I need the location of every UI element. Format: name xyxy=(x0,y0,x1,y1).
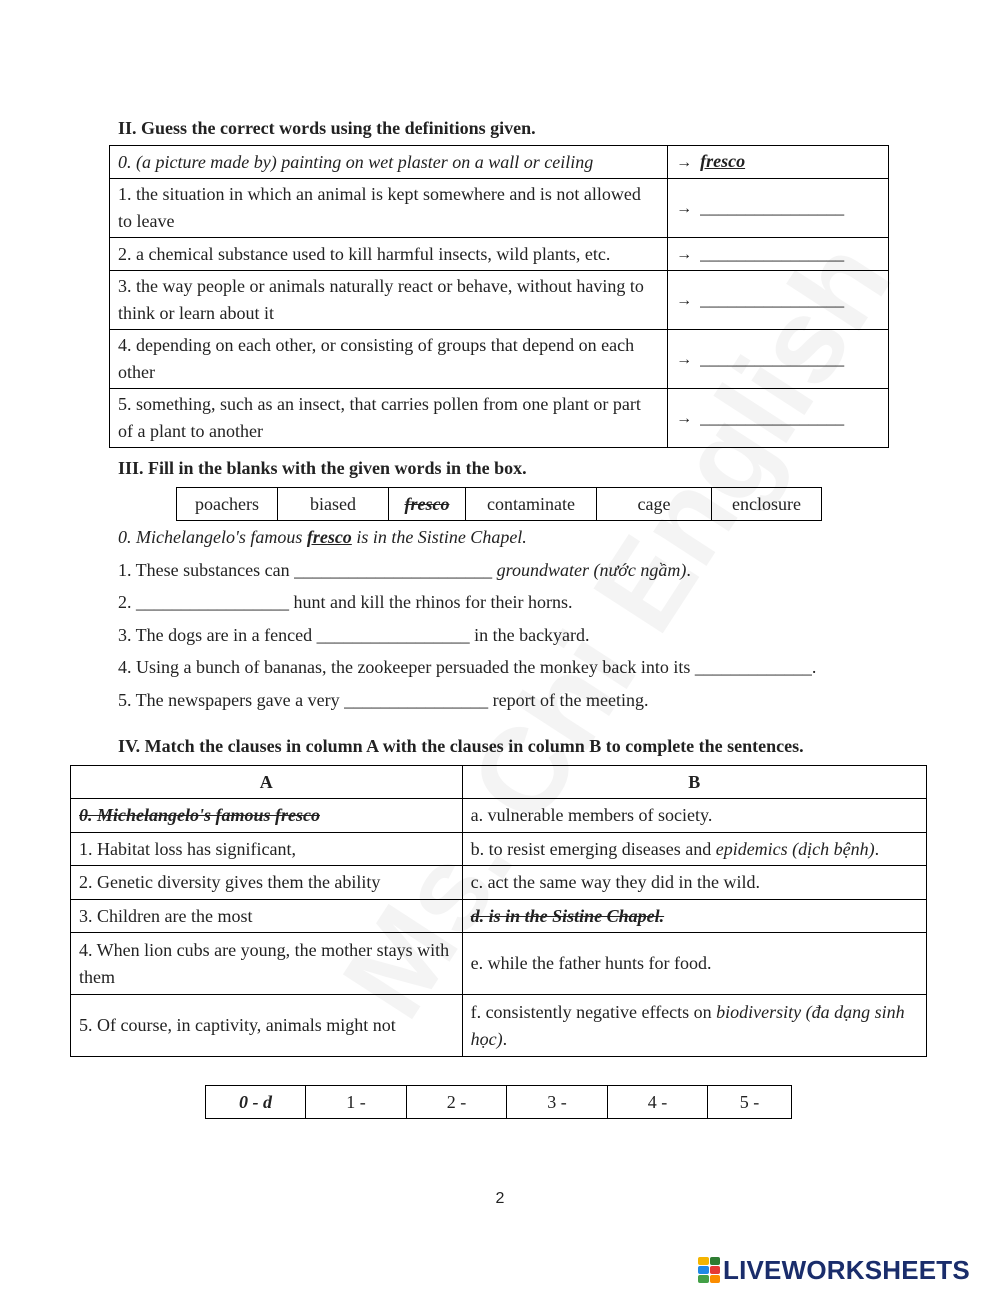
answer-cell xyxy=(668,146,889,179)
arrow-right-icon: → xyxy=(676,154,693,171)
word-box-item: cage xyxy=(597,488,712,521)
answer-blank[interactable]: ________________ xyxy=(700,197,845,217)
column-a-header: A xyxy=(71,766,463,799)
word-box xyxy=(176,487,822,521)
section-4-heading: IV. Match the clauses in column A with the clauses in column B to complete the sentences. xyxy=(118,736,804,756)
answer-key-table xyxy=(205,1085,792,1119)
page-number: 2 xyxy=(495,1190,505,1207)
clause-b: e. while the father hunts for food. xyxy=(462,933,926,995)
fill-sentence-1[interactable] xyxy=(118,558,691,582)
matching-table xyxy=(70,765,927,1057)
answer-cell[interactable] xyxy=(668,271,889,330)
answer-slot[interactable]: 5 - xyxy=(708,1086,792,1119)
liveworksheets-logo xyxy=(698,1255,970,1285)
answer-slot[interactable]: 3 - xyxy=(507,1086,608,1119)
definition-text: 0. (a picture made by) painting on wet plaster on a wall or ceiling xyxy=(110,146,668,179)
section-2-heading: II. Guess the correct words using the definitions given. xyxy=(118,118,536,138)
word-box-item: poachers xyxy=(177,488,278,521)
clause-text: . xyxy=(874,838,880,859)
definition-row xyxy=(110,389,889,448)
clause-a: 5. Of course, in captivity, animals might not xyxy=(71,995,463,1057)
answer-slot[interactable]: 1 - xyxy=(306,1086,407,1119)
sentence-gloss: groundwater (nước ngầm) xyxy=(496,560,687,580)
clause-a: 4. When lion cubs are young, the mother stays with them xyxy=(71,933,463,995)
example-answer: fresco xyxy=(306,527,352,547)
answer-blank[interactable]: ________________ xyxy=(700,243,845,263)
arrow-right-icon: → xyxy=(676,292,693,309)
clause-text: . xyxy=(502,1028,508,1049)
clause-b xyxy=(462,995,926,1057)
sentence-text: 0. Michelangelo's famous xyxy=(118,527,307,547)
fill-sentence-5[interactable]: 5. The newspapers gave a very ________________ report of the meeting. xyxy=(118,690,649,710)
definition-row xyxy=(110,146,889,179)
example-answer: fresco xyxy=(700,151,746,171)
fill-sentence-4[interactable]: 4. Using a bunch of bananas, the zookeeper persuaded the monkey back into its _____________. xyxy=(118,657,817,677)
word-box-item: enclosure xyxy=(712,488,822,521)
liveworksheets-logo-icon xyxy=(698,1257,720,1283)
answer-blank[interactable]: ________________ xyxy=(700,289,845,309)
sentence-text: 1. These substances can ______________________ xyxy=(118,560,497,580)
definition-row xyxy=(110,271,889,330)
clause-a: 3. Children are the most xyxy=(71,900,463,933)
clause-gloss: biodiversity (đa dạng sinh học) xyxy=(470,1001,905,1049)
clause-a: 1. Habitat loss has significant, xyxy=(71,833,463,866)
match-row xyxy=(71,799,927,833)
arrow-right-icon: → xyxy=(676,351,693,368)
definition-text: 2. a chemical substance used to kill harmful insects, wild plants, etc. xyxy=(110,238,668,271)
clause-b: a. vulnerable members of society. xyxy=(462,799,926,833)
answer-cell[interactable] xyxy=(668,179,889,238)
definitions-table xyxy=(109,145,889,448)
match-row xyxy=(71,866,927,900)
answer-cell[interactable] xyxy=(668,238,889,271)
match-row xyxy=(71,833,927,866)
definition-text: 1. the situation in which an animal is kept somewhere and is not allowed to leave xyxy=(110,179,668,238)
clause-a: 2. Genetic diversity gives them the ability xyxy=(71,866,463,900)
fill-sentence-0 xyxy=(118,525,527,549)
definition-text: 3. the way people or animals naturally react or behave, without having to think or learn about it xyxy=(110,271,668,330)
word-box-item-used: fresco xyxy=(389,488,466,521)
definition-row xyxy=(110,330,889,389)
fill-sentence-3[interactable]: 3. The dogs are in a fenced _________________ in the backyard. xyxy=(118,625,590,645)
sentence-text: is in the Sistine Chapel. xyxy=(351,527,527,547)
arrow-right-icon: → xyxy=(676,200,693,217)
match-row xyxy=(71,995,927,1057)
answer-blank[interactable]: ________________ xyxy=(700,407,845,427)
match-row xyxy=(71,933,927,995)
section-3-heading: III. Fill in the blanks with the given words in the box. xyxy=(118,458,527,478)
arrow-right-icon: → xyxy=(676,410,693,427)
answer-cell[interactable] xyxy=(668,389,889,448)
answer-slot[interactable]: 4 - xyxy=(608,1086,708,1119)
answer-blank[interactable]: ________________ xyxy=(700,348,845,368)
clause-b-used: d. is in the Sistine Chapel. xyxy=(462,900,926,933)
clause-b xyxy=(462,833,926,866)
clause-a: 0. Michelangelo's famous fresco xyxy=(71,799,463,833)
brand-name: LIVEWORKSHEETS xyxy=(723,1254,970,1285)
definition-row xyxy=(110,238,889,271)
clause-text: f. consistently negative effects on xyxy=(470,1001,717,1022)
column-b-header: B xyxy=(462,766,926,799)
sentence-text: . xyxy=(686,560,691,580)
definition-row xyxy=(110,179,889,238)
word-box-item: biased xyxy=(278,488,389,521)
arrow-right-icon: → xyxy=(676,246,693,263)
answer-cell[interactable] xyxy=(668,330,889,389)
word-box-item: contaminate xyxy=(466,488,597,521)
definition-text: 5. something, such as an insect, that carries pollen from one plant or part of a plant to another xyxy=(110,389,668,448)
answer-slot[interactable]: 2 - xyxy=(407,1086,507,1119)
match-row xyxy=(71,900,927,933)
answer-slot-example: 0 - d xyxy=(206,1086,306,1119)
clause-text: b. to resist emerging diseases and xyxy=(470,838,716,859)
clause-gloss: epidemics (dịch bệnh) xyxy=(715,838,875,859)
clause-b: c. act the same way they did in the wild. xyxy=(462,866,926,900)
definition-text: 4. depending on each other, or consisting of groups that depend on each other xyxy=(110,330,668,389)
fill-sentence-2[interactable]: 2. _________________ hunt and kill the rhinos for their horns. xyxy=(118,592,573,612)
